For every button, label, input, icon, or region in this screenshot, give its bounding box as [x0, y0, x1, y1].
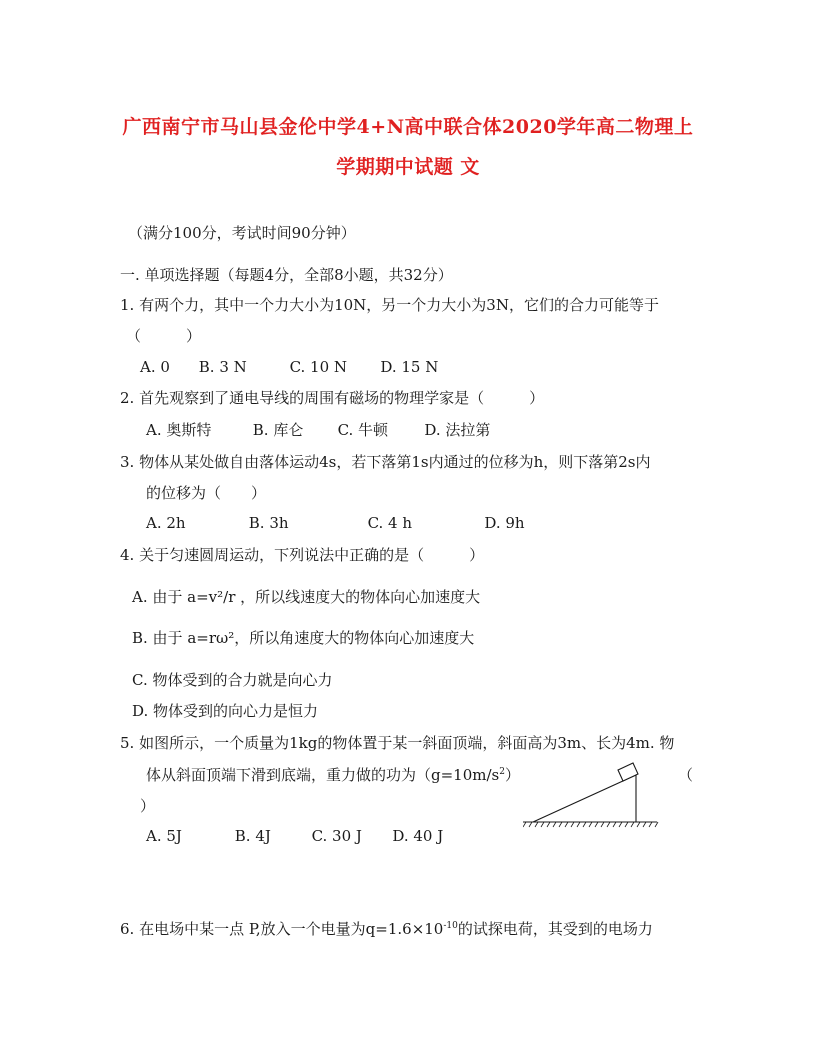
- option-b: B. 3 N: [198, 358, 247, 376]
- question-5-stem: 5. 如图所示，一个质量为1kg的物体置于某一斜面顶端，斜面高为3m、长为4m. 物: [120, 734, 675, 752]
- question-4-option-d: D. 物体受到的向心力是恒力: [132, 702, 319, 720]
- incline-surface: [533, 775, 636, 822]
- option-c: C. 4 h: [367, 514, 413, 532]
- question-5-paren-open: （: [678, 766, 694, 784]
- option-d: D. 9h: [484, 514, 525, 532]
- question-1-options: [140, 358, 438, 376]
- option-a: A. 2h: [146, 514, 186, 532]
- question-1-answer-blank: （ ）: [126, 327, 202, 345]
- option-a: A. 奥斯特: [146, 421, 212, 439]
- question-5-paren-close: ）: [140, 797, 156, 815]
- option-a: A. 5J: [146, 827, 182, 845]
- option-d: D. 40 J: [392, 827, 444, 845]
- option-d: D. 法拉第: [424, 421, 491, 439]
- option-b: B. 库仑: [252, 421, 304, 439]
- section-heading: 一. 单项选择题（每题4分，全部8小题，共32分）: [120, 266, 453, 284]
- option-b: B. 4J: [234, 827, 271, 845]
- option-a: A. 0: [140, 358, 170, 376]
- document-title-line2: 学期期中试题 文: [336, 156, 480, 178]
- question-2-options: [146, 419, 490, 440]
- option-c: C. 10 N: [289, 358, 348, 376]
- document-title-line1: 广西南宁市马山县金伦中学4+N高中联合体2020学年高二物理上: [122, 116, 694, 138]
- block: [618, 763, 638, 781]
- exam-info: （满分100分，考试时间90分钟）: [128, 224, 356, 242]
- option-d: D. 15 N: [380, 358, 439, 376]
- question-3-stem: 3. 物体从某处做自由落体运动4s，若下落第1s内通过的位移为h，则下落第2s内: [120, 453, 651, 471]
- question-4-option-a: A. 由于 a=v²/r ，所以线速度大的物体向心加速度大: [132, 588, 481, 606]
- question-4-option-b: B. 由于 a=rω²，所以角速度大的物体向心加速度大: [132, 629, 475, 647]
- question-3-options: [146, 514, 525, 532]
- option-c: C. 牛顿: [337, 421, 389, 439]
- ground-hatching: [523, 822, 658, 827]
- question-5-options: [146, 827, 443, 845]
- question-2-stem: 2. 首先观察到了通电导线的周围有磁场的物理学家是（ ）: [120, 389, 545, 407]
- question-5-stem-cont: 体从斜面顶端下滑到底端，重力做的功为$(g=10m/s^2)$: [146, 766, 520, 784]
- question-3-stem-cont: 的位移为（ ）: [146, 484, 267, 502]
- question-1-stem: 1. 有两个力，其中一个力大小为10N，另一个力大小为3N，它们的合力可能等于: [120, 296, 659, 314]
- question-6-stem: 6. 在电场中某一点 P,放入一个电量为$q=1.6\times 10^{-10}$的试探电荷，其受到的电场力: [120, 920, 653, 938]
- incline-diagram: [523, 760, 659, 828]
- question-4-stem: 4. 关于匀速圆周运动，下列说法中正确的是（ ）: [120, 546, 485, 564]
- option-b: B. 3h: [248, 514, 289, 532]
- option-c: C. 30 J: [311, 827, 362, 845]
- question-4-option-c: C. 物体受到的合力就是向心力: [132, 671, 333, 689]
